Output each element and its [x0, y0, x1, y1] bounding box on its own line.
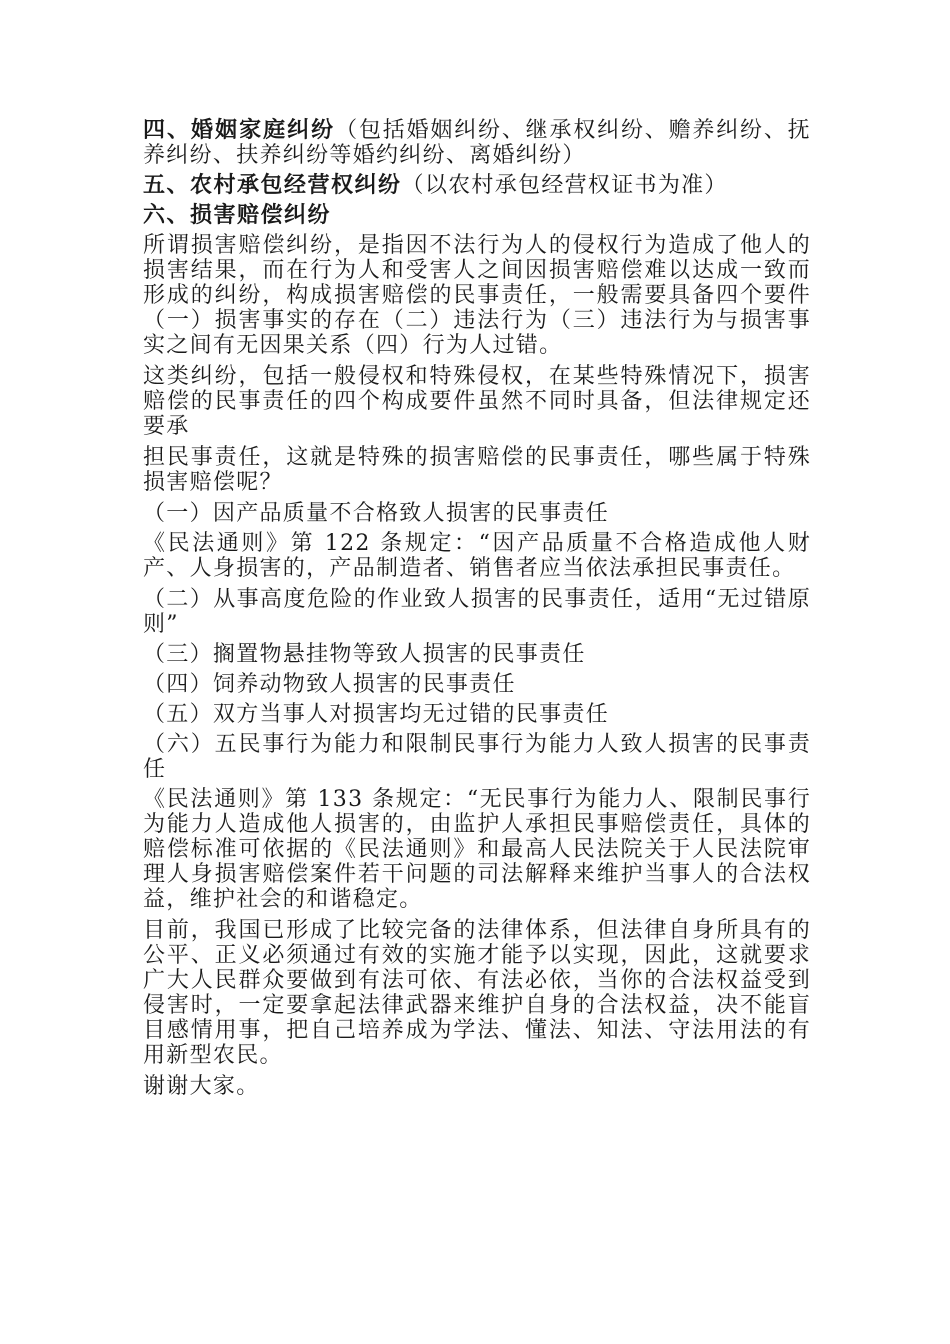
paragraph-special-liability: 担民事责任，这就是特殊的损害赔偿的民事责任，哪些属于特殊损害赔偿呢？ [143, 445, 811, 495]
item-product-quality: （一）因产品质量不合格致人损害的民事责任 [143, 501, 610, 526]
document-page [143, 118, 811, 1105]
heading-damage-compensation [143, 203, 811, 228]
paragraph-thanks: 谢谢大家。 [143, 1074, 260, 1099]
item-hanging-objects: （三）搁置物悬挂物等致人损害的民事责任 [143, 642, 586, 667]
heading-marriage-family [143, 118, 811, 168]
item-no-fault-parties: （五）双方当事人对损害均无过错的民事责任 [143, 702, 610, 727]
item-domestic-animals: （四）饲养动物致人损害的民事责任 [143, 672, 516, 697]
heading-rural-contract-title: 五、农村承包经营权纠纷 [143, 173, 402, 198]
paragraph-definition: 所谓损害赔偿纠纷，是指因不法行为人的侵权行为造成了他人的损害结果，而在行为人和受害人之间因损害赔偿难以达成一致而形成的纠纷，构成损害赔偿的民事责任，一般需要具备四个要件（一）损害事实的存在（二）违法行为（三）违法行为与损害事实之间有无因果关系（四）行为人过错。 [143, 233, 811, 358]
paragraph-general-special: 这类纠纷，包括一般侵权和特殊侵权，在某些特殊情况下，损害赔偿的民事责任的四个构成要件虽然不同时具备，但法律规定还要承 [143, 364, 811, 439]
paragraph-conclusion: 目前，我国已形成了比较完备的法律体系，但法律自身所具有的公平、正义必须通过有效的实施才能予以实现，因此，这就要求广大人民群众要做到有法可依、有法必依，当你的合法权益受到侵害时，一定要拿起法律武器来维护自身的合法权益，决不能盲目感情用事，把自己培养成为学法、懂法、知法、守法用法的有用新型农民。 [143, 918, 811, 1068]
heading-rural-contract-note: （以农村承包经营权证书为准） [401, 173, 728, 198]
paragraph-article-122: 《民法通则》第 122 条规定：“因产品质量不合格造成他人财产、人身损害的，产品制造者、销售者应当依法承担民事责任。 [143, 531, 811, 581]
item-high-risk-work: （二）从事高度危险的作业致人损害的民事责任，适用“无过错原则” [143, 587, 811, 637]
item-limited-capacity: （六）五民事行为能力和限制民事行为能力人致人损害的民事责任 [143, 732, 811, 782]
heading-damage-compensation-title: 六、损害赔偿纠纷 [143, 203, 332, 228]
heading-marriage-family-note: （包括婚姻纠纷、继承权纠纷、赡养纠纷、抚养纠纷、扶养纠纷等婚约纠纷、离婚纠纷） [143, 118, 811, 168]
heading-marriage-family-title: 四、婚姻家庭纠纷 [143, 118, 336, 143]
paragraph-article-133: 《民法通则》第 133 条规定：“无民事行为能力人、限制民事行为能力人造成他人损害的，由监护人承担民事赔偿责任，具体的赔偿标准可依据的《民法通则》和最高人民法院关于人民法院审理人身损害赔偿案件若干问题的司法解释来维护当事人的合法权益，维护社会的和谐稳定。 [143, 787, 811, 912]
heading-rural-contract [143, 173, 811, 198]
